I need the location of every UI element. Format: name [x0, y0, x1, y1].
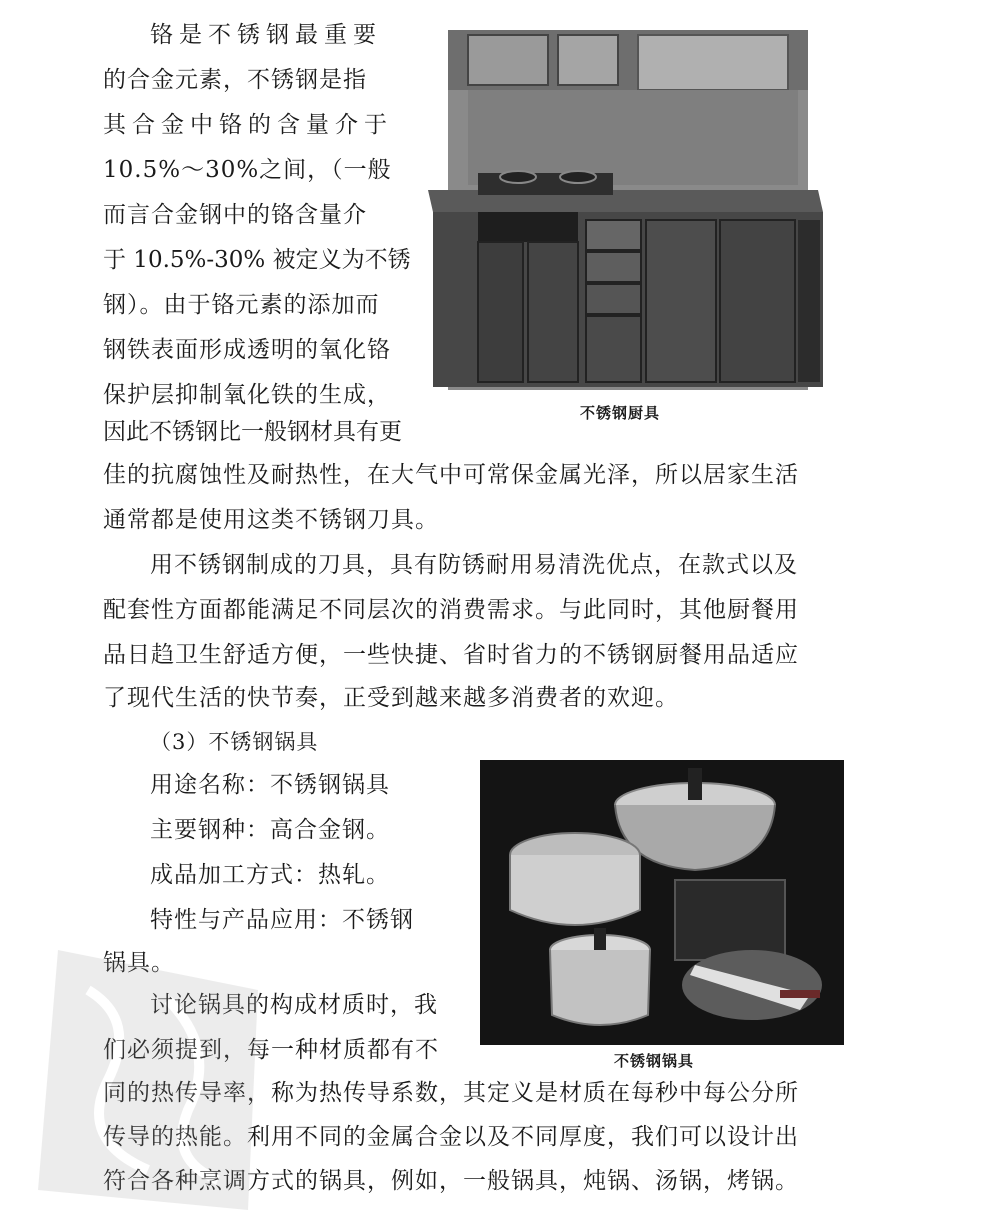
cookware-feature-line-1: 特性与产品应用：不锈钢 — [150, 907, 414, 933]
para-chromium-line-10: 因此不锈钢比一般钢材具有更 — [103, 419, 402, 445]
para-chromium-line-12: 通常都是使用这类不锈钢刀具。 — [103, 507, 439, 533]
stainless-kitchen-photo — [428, 30, 828, 390]
stainless-cookware-photo — [480, 760, 844, 1045]
cookware-usage: 用途名称：不锈钢锅具 — [150, 772, 390, 798]
cookware-processing: 成品加工方式：热轧。 — [150, 862, 390, 888]
para-chromium-line-4: 10.5%～30%之间，（一般 — [103, 157, 392, 183]
para-chromium-line-8: 钢铁表面形成透明的氧化铬 — [103, 337, 391, 363]
para-chromium-line-6: 于 10.5%-30% 被定义为不锈 — [103, 247, 411, 273]
kitchen-photo-caption: 不锈钢厨具 — [580, 404, 661, 422]
cookware-discussion-line-5: 符合各种烹调方式的锅具，例如，一般锅具，炖锅、汤锅，烤锅。 — [103, 1168, 799, 1194]
cookware-photo-caption: 不锈钢锅具 — [614, 1052, 695, 1070]
para-knives-line-4: 了现代生活的快节奏，正受到越来越多消费者的欢迎。 — [103, 685, 679, 711]
cookware-heading: （3）不锈钢锅具 — [150, 730, 319, 754]
para-chromium-line-11: 佳的抗腐蚀性及耐热性，在大气中可常保金属光泽，所以居家生活 — [103, 462, 799, 488]
cookware-feature-line-2: 锅具。 — [103, 950, 175, 976]
para-chromium-line-3: 其合金中铬的含量介于 — [103, 112, 393, 138]
para-knives-line-3: 品日趋卫生舒适方便，一些快捷、省时省力的不锈钢厨餐用品适应 — [103, 642, 799, 668]
para-chromium-line-7: 钢）。由于铬元素的添加而 — [103, 292, 380, 318]
cookware-discussion-line-2: 们必须提到，每一种材质都有不 — [103, 1037, 439, 1063]
cookware-discussion-line-4: 传导的热能。利用不同的金属合金以及不同厚度，我们可以设计出 — [103, 1124, 799, 1150]
para-chromium-line-5: 而言合金钢中的铬含量介 — [103, 202, 367, 228]
cookware-discussion-line-3: 同的热传导率，称为热传导系数，其定义是材质在每秒中每公分所 — [103, 1080, 799, 1106]
watermark-stamp — [18, 930, 298, 1220]
para-chromium-line-2: 的合金元素，不锈钢是指 — [103, 67, 367, 93]
para-chromium-line-1: 铬是不锈钢最重要 — [150, 22, 382, 48]
cookware-steel-type: 主要钢种：高合金钢。 — [150, 817, 390, 843]
para-knives-line-1: 用不锈钢制成的刀具，具有防锈耐用易清洗优点，在款式以及 — [150, 552, 798, 578]
cookware-discussion-line-1: 讨论锅具的构成材质时，我 — [150, 992, 438, 1018]
para-chromium-line-9: 保护层抑制氧化铁的生成， — [103, 382, 391, 408]
para-knives-line-2: 配套性方面都能满足不同层次的消费需求。与此同时，其他厨餐用 — [103, 597, 799, 623]
